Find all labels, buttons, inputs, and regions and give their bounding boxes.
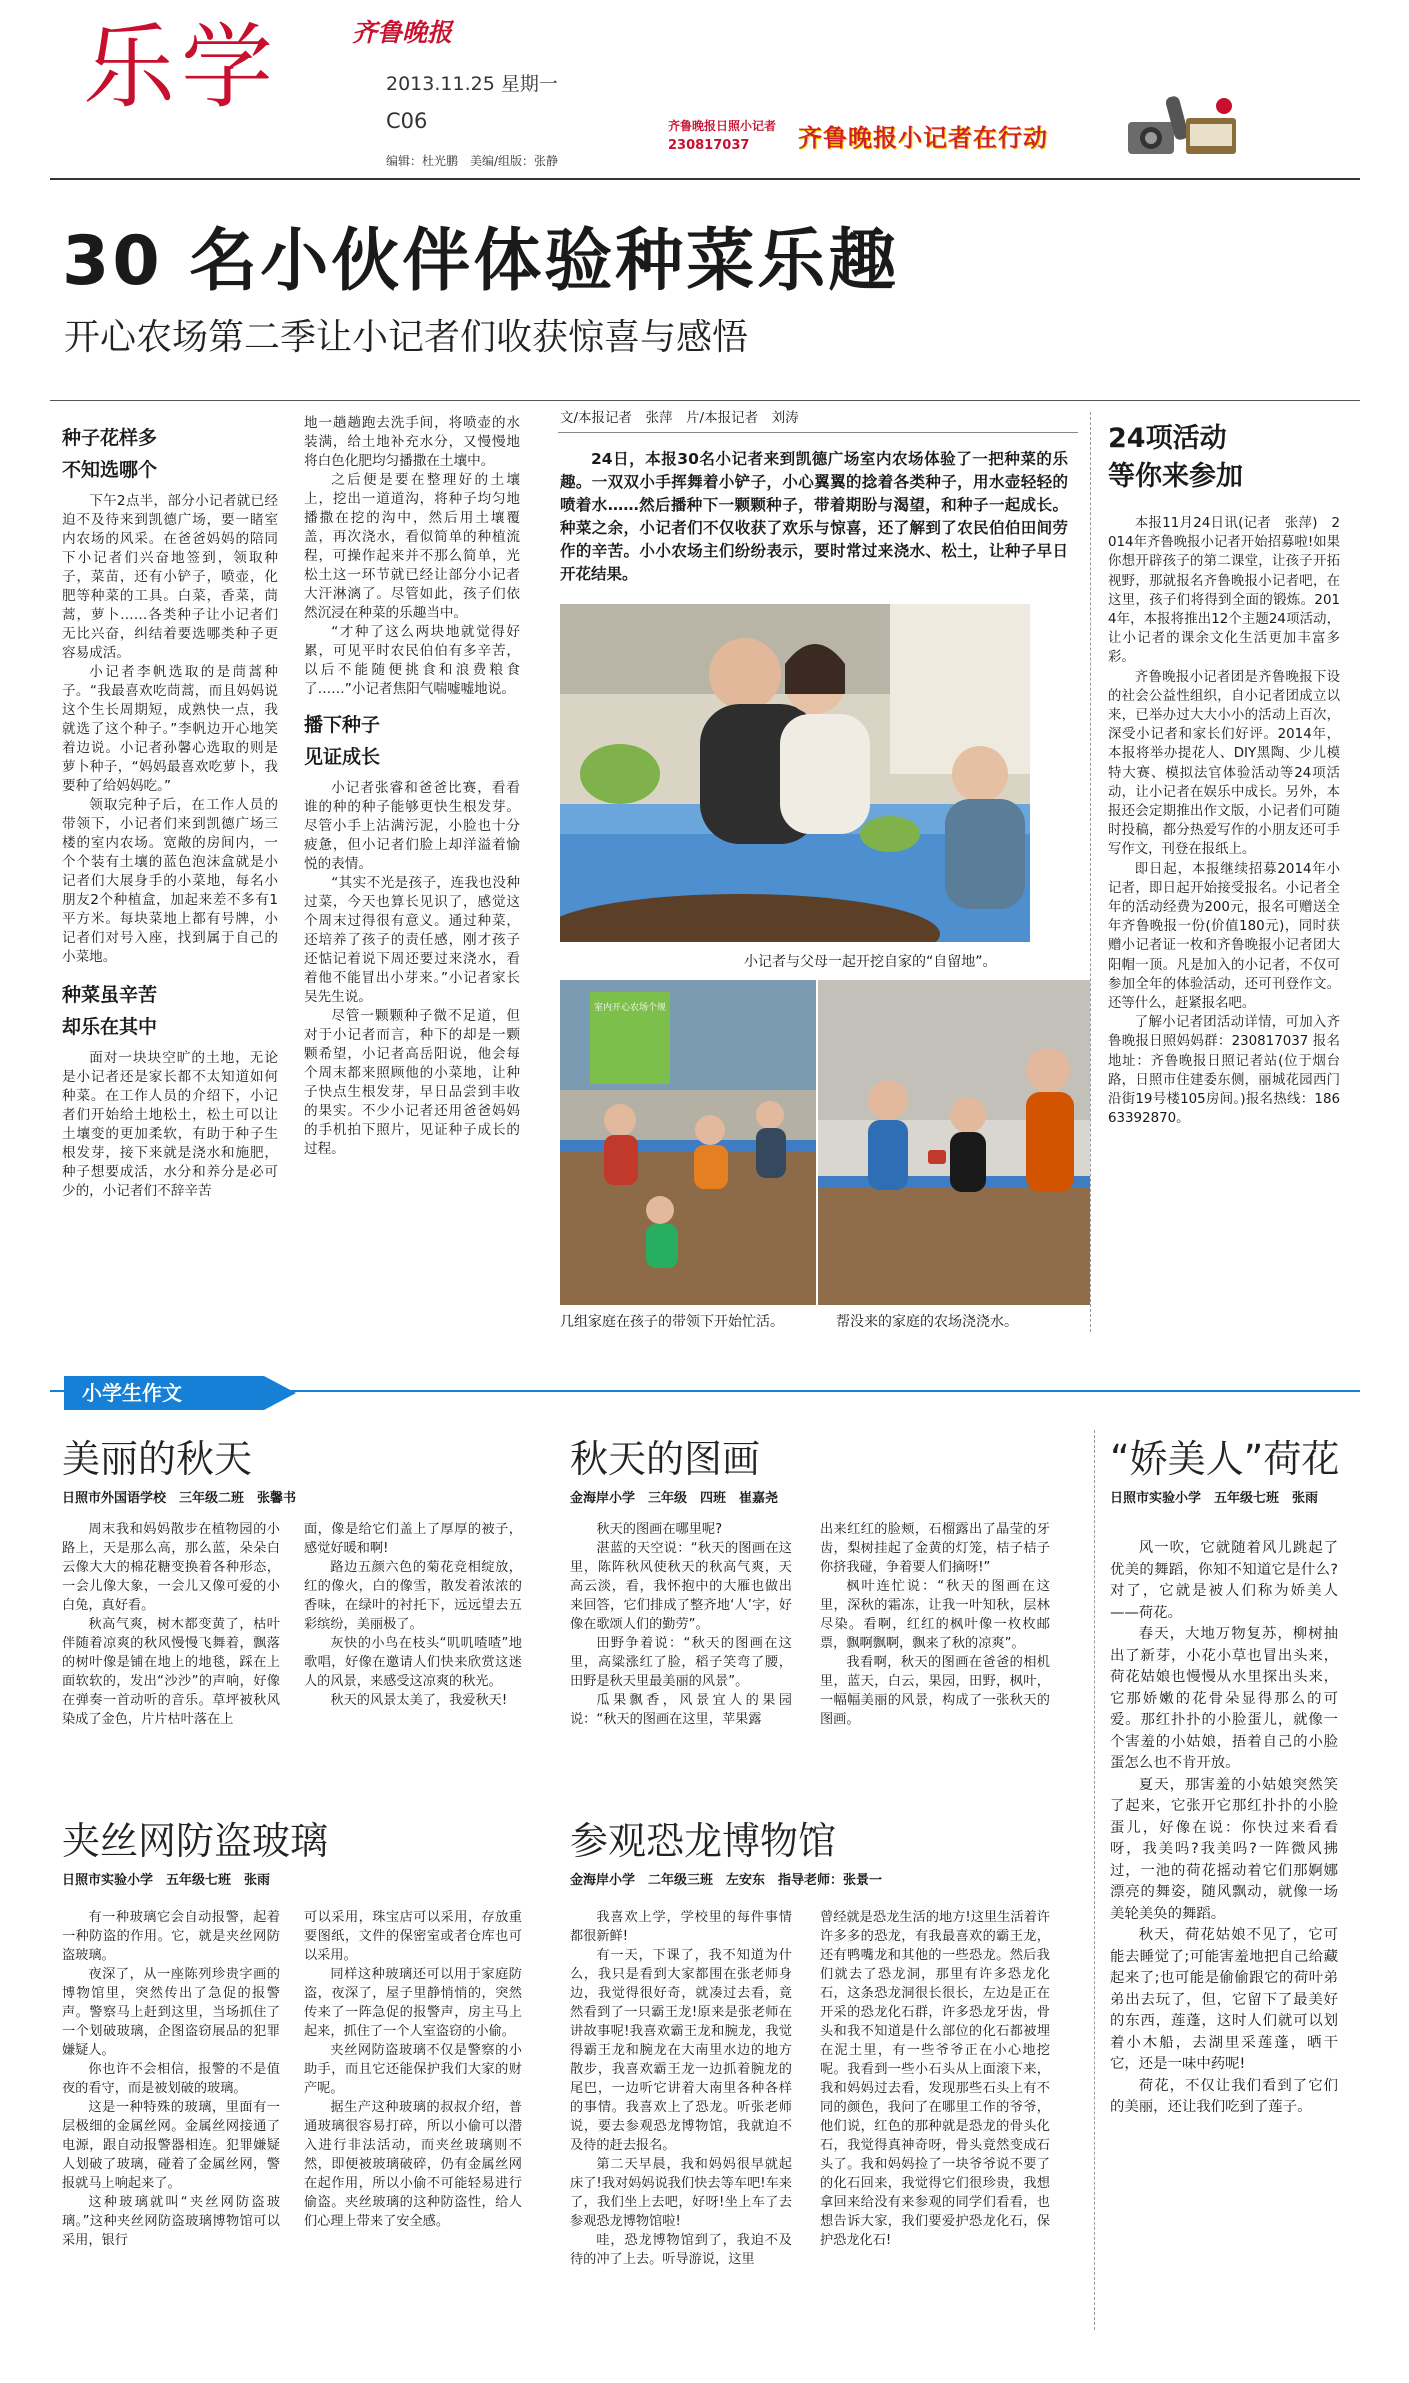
subheadline: 开心农场第二季让小记者们收获惊喜与感悟 [64, 317, 749, 358]
essay-band-text: 小学生作文 [82, 1381, 182, 1405]
paragraph: 哇，恐龙博物馆到了，我迫不及待的冲了上去。听导游说，这里 [570, 2233, 792, 2267]
paragraph: 出来红红的脸颊，石榴露出了晶莹的牙齿，梨树挂起了金黄的灯笼，桔子桔子你挤我碰，争着要人们摘呀!” [820, 1522, 1050, 1575]
paragraph: 有一种玻璃它会自动报警，起着一种防盗的作用。它，就是夹丝网防盗玻璃。 [62, 1910, 280, 1963]
photo-2-caption: 几组家庭在孩子的带领下开始忙活。 [560, 1314, 784, 1330]
paragraph: 曾经就是恐龙生活的地方!这里生活着许许多多的恐龙，有我最喜欢的霸王龙，还有鸭嘴龙和其他的一些恐龙。然后我们就去了恐龙洞，那里有许多恐龙化石，这条恐龙洞很长很长，左边是正在开采的恐龙化石群，许多恐龙牙齿，骨头和我不知道是什么部位的化石都被埋在泥土里，有一些爷爷正在小心地挖呢。我看到一些小石头从上面滚下来，我和妈妈过去看，发现那些石头上有不同的颜色，我问了在哪里工作的爷爷，他们说，红色的那种就是恐龙的骨头化石，我觉得真神奇呀，骨头竟然变成石头了。我和妈妈捡了一块爷爷说不要了的化石回来，我觉得它们很珍贵，我想拿回来给没有来参观的同学们看看，也想告诉大家，我们要爱护恐龙化石，保护恐龙化石! [820, 1910, 1050, 2248]
paragraph: 据生产这种玻璃的叔叔介绍，普通玻璃很容易打碎，所以小偷可以潜入进行非法活动，而夹丝玻璃则不然，即便被玻璃破碎，仍有金属丝网在起作用，所以小偷不可能轻易进行偷盗。夹丝玻璃的这种防盗性，给人们心理上带来了安全感。 [304, 2100, 522, 2229]
lead-paragraph: 24日，本报30名小记者来到凯德广场室内农场体验了一把种菜的乐趣。一双双小手挥舞着小铲子，小心翼翼的捻着各类种子，用水壶轻轻的喷着水……然后播种下一颗颗种子，带着期盼与渴望，和种子一起成长。种菜之余，小记者们不仅收获了欢乐与惊喜，还了解到了农民伯伯田间劳作的辛苦。小小农场主们纷纷表示，要时常过来浇水、松土，让种子早日开花结果。 [560, 450, 1068, 583]
essay-3-body [1110, 1538, 1338, 2119]
paragraph: 同样这种玻璃还可以用于家庭防盗，夜深了，屋子里静悄悄的，突然传来了一阵急促的报警声，房主马上起来，抓住了一个人室盗窃的小偷。 [304, 1967, 522, 2039]
banner-small-text: 齐鲁晚报日照小记者 [668, 119, 777, 133]
paragraph: 灰快的小鸟在枝头“叽叽喳喳”地歌唱，好像在邀请人们快来欣赏这迷人的风景，来感受这凉爽的秋光。 [304, 1636, 522, 1689]
paragraph: 秋高气爽，树木都变黄了，枯叶伴随着凉爽的秋风慢慢飞舞着，飘落的树叶像是铺在地上的地毯，踩在上面软软的，发出“沙沙”的声响，好像在弹奏一首动听的音乐。草坪被秋风染成了金色，片片枯叶落在上 [62, 1617, 280, 1727]
farm-photo-3 [818, 980, 1090, 1305]
paragraph: 荷花，不仅让我们看到了它们的美丽，还让我们吃到了莲子。 [1110, 2077, 1338, 2115]
subhead-2b: 却乐在其中 [62, 1016, 158, 1038]
essay-5-byline: 金海岸小学 二年级三班 左安东 指导老师：张景一 [570, 1873, 883, 1888]
paragraph: 小记者李帆选取的是茼蒿种子。“我最喜欢吃茼蒿，而且妈妈说这个生长周期短，成熟快一点，我就选了这个种子。”李帆边开心地笑着边说。小记者孙馨心选取的则是萝卜种子，“妈妈最喜欢吃萝卜，我要种了给妈妈吃。” [62, 664, 278, 794]
essay-1-byline: 日照市外国语学校 三年级二班 张馨书 [62, 1491, 297, 1506]
paper-name-logo: 齐鲁晚报 [352, 18, 453, 47]
reporter-gear-illustration [1120, 86, 1240, 166]
paragraph: 我看啊，秋天的图画在爸爸的相机里，蓝天，白云，果园，田野，枫叶，一幅幅美丽的风景，构成了一张秋天的图画。 [820, 1655, 1050, 1727]
paragraph: 领取完种子后，在工作人员的带领下，小记者们来到凯德广场三楼的室内农场。宽敞的房间内，一个个装有土壤的蓝色泡沫盒就是小记者们大展身手的小菜地，每名小朋友2个种植盒，加起来差不多有1平方米。每块菜地上都有号牌，小记者们对号入座，找到属于自己的小菜地。 [62, 797, 278, 965]
essay-4-col-a [62, 1908, 280, 2250]
paragraph: 齐鲁晚报小记者团是齐鲁晚报下设的社会公益性组织，自小记者团成立以来，已举办过大大小小的活动上百次，深受小记者和家长们好评。2014年，本报将举办提花人、DIY黑陶、少儿模特大赛、模拟法官体验活动等24项活动，让小记者在娱乐中成长。另外，本报还会定期推出作文版，小记者们可随时投稿，都分热爱写作的小朋友还可手写作文，刊登在报纸上。 [1108, 669, 1340, 858]
subhead-3a: 播下种子 [304, 714, 381, 736]
paragraph: 下午2点半，部分小记者就已经迫不及待来到凯德广场，要一睹室内农场的风采。在爸爸妈妈的陪同下小记者们兴奋地签到，领取种子，菜苗，还有小铲子，喷壶，化肥等种菜的工具。白菜，香菜，茼蒿，萝卜……各类种子让小记者们无比兴奋，纠结着要选哪类种子更容易成活。 [62, 493, 278, 661]
paragraph: 尽管一颗颗种子微不足道，但对于小记者而言，种下的却是一颗颗希望，小记者高岳阳说，他会每个周末都来照顾他的小菜地，让种子快点生根发芽，早日品尝到丰收的果实。不少小记者还用爸爸妈妈的手机拍下照片，见证种子成长的过程。 [304, 1008, 520, 1157]
paragraph: 秋天的风景太美了，我爱秋天! [330, 1693, 508, 1708]
sidebar-activities [1108, 420, 1340, 1129]
paragraph: 面对一块块空旷的土地，无论是小记者还是家长都不太知道如何种菜。在工作人员的介绍下，小记者们开始给土地松土，松土可以让土壤变的更加柔软，有助于种子生根发芽，接下来就是浇水和施肥，种子想要成活，水分和养分是必可少的，小记者们不辞辛苦 [62, 1050, 278, 1199]
banner-phone: 230817037 [668, 138, 750, 153]
essay-2-col-a [570, 1520, 792, 1729]
paragraph: 田野争着说：“秋天的图画在这里，高粱涨红了脸，稻子笑弯了腰，田野是秋天里最美丽的风景”。 [570, 1636, 792, 1689]
editors-line: 编辑：杜光鹏 美编/组版：张静 [386, 154, 559, 168]
paragraph: 我喜欢上学，学校里的每件事情都很新鲜! [570, 1910, 792, 1944]
farm-photo-2 [560, 980, 816, 1305]
essay-1-title: 美丽的秋天 [62, 1437, 253, 1481]
subhead-1a: 种子花样多 [62, 427, 158, 449]
paragraph: 小记者张睿和爸爸比赛，看看谁的种的种子能够更快生根发芽。尽管小手上沾满污泥，小脸也十分疲惫，但小记者们脸上却洋溢着愉悦的表情。 [304, 780, 520, 872]
sidebar-title-a: 24项活动 [1108, 423, 1227, 454]
paragraph: 可以采用，珠宝店可以采用，存放重要图纸，文件的保密室或者仓库也可以采用。 [304, 1910, 522, 1963]
header-rule [50, 178, 1360, 180]
subhead-1b: 不知选哪个 [62, 459, 158, 481]
essay-divider [1094, 1430, 1095, 2330]
paragraph: 夹丝网防盗玻璃不仅是警察的小助手，而且它还能保护我们大家的财产呢。 [304, 2043, 522, 2096]
credit-rule [558, 432, 1078, 433]
paragraph: 面，像是给它们盖上了厚厚的被子，感觉好暖和啊! [304, 1522, 522, 1556]
essay-5-title: 参观恐龙博物馆 [570, 1819, 837, 1863]
article-column-1 [62, 418, 278, 1201]
paragraph: 即日起，本报继续招募2014年小记者，即日起开始接受报名。小记者全年的活动经费为200元，报名可赠送全年齐鲁晚报一份(价值180元)，同时获赠小记者证一枚和齐鲁晚报小记者团大阳帽一顶。凡是加入的小记者，不仅可参加全年的体验活动，还可刊登作文。还等什么，赶紧报名吧。 [1108, 861, 1340, 1012]
essay-2-col-b [820, 1520, 1050, 1729]
essay-2-byline: 金海岸小学 三年级 四班 崔嘉尧 [570, 1491, 779, 1506]
paragraph: 夜深了，从一座陈列珍贵字画的博物馆里，突然传出了急促的报警声。警察马上赶到这里，当场抓住了一个划破玻璃，企图盗窃展品的犯罪嫌疑人。 [62, 1967, 280, 2058]
paragraph: 之后便是要在整理好的土壤上，挖出一道道沟，将种子均匀地播撒在挖的沟中，然后用土壤覆盖，再次浇水，看似简单的种植流程，可操作起来并不那么简单，光松土这一环节就已经让部分小记者大汗淋漓了。尽管如此，孩子们依然沉浸在种菜的乐趣当中。 [304, 472, 520, 621]
headline: 30 名小伙伴体验种菜乐趣 [62, 222, 900, 301]
sidebar-title-b: 等你来参加 [1108, 461, 1243, 492]
paragraph: 这是一种特殊的玻璃，里面有一层极细的金属丝网。金属丝网接通了电源，跟自动报警器相连。犯罪嫌疑人划破了玻璃，碰着了金属丝网，警报就马上响起来了。 [62, 2100, 280, 2191]
essay-5-col-a [570, 1908, 792, 2269]
paragraph: 地一趟趟跑去洗手间，将喷壶的水装满，给土地补充水分，又慢慢地将白色化肥均匀播撒在土壤中。 [304, 415, 520, 469]
banner-slogan: 齐鲁晚报小记者在行动 [798, 124, 1048, 152]
paragraph: 秋天的图画在哪里呢? [596, 1522, 723, 1537]
paragraph: 周末我和妈妈散步在植物园的小路上，天是那么高，那么蓝，朵朵白云像大大的棉花糖变换着各种形态，一会儿像大象，一会儿又像可爱的小白兔，真好看。 [62, 1522, 280, 1613]
essay-1-col-a [62, 1520, 280, 1729]
paragraph: 这种玻璃就叫“夹丝网防盗玻璃。”这种夹丝网防盗玻璃博物馆可以采用，银行 [62, 2195, 280, 2248]
essay-4-byline: 日照市实验小学 五年级七班 张雨 [62, 1873, 271, 1888]
essay-4-title: 夹丝网防盗玻璃 [62, 1819, 329, 1863]
paragraph: 第二天早晨，我和妈妈很早就起床了!我对妈妈说我们快去等车吧!车来了，我们坐上去吧，好呀!坐上车了去参观恐龙博物馆啦! [570, 2157, 792, 2229]
paragraph: “其实不光是孩子，连我也没种过菜，今天也算长见识了，感觉这个周末过得很有意义。通过种菜，还培养了孩子的责任感，刚才孩子还惦记着说下周还要过来浇水，看着他不能冒出小芽来。”小记者家长吴先生说。 [304, 875, 520, 1005]
essay-3-byline: 日照市实验小学 五年级七班 张雨 [1110, 1491, 1319, 1506]
paragraph: 湛蓝的天空说：“秋天的图画在这里，陈阵秋风使秋天的秋高气爽，天高云淡，看，我怀抱中的大雁也做出来回答，它们排成了整齐地‘人’字，好像在歌颂人们的勤劳”。 [570, 1541, 792, 1632]
subhead-2a: 种菜虽辛苦 [62, 984, 158, 1006]
paragraph: 本报11月24日讯(记者 张萍) 2014年齐鲁晚报小记者开始招募啦!如果你想开辟孩子的第二课堂，让孩子开拓视野，那就报名齐鲁晚报小记者吧，在这里，孩子们将得到全面的锻炼。2014年，本报将推出12个主题24项活动，让小记者的课余文化生活更加丰富多彩。 [1108, 516, 1340, 666]
essay-3-title: “娇美人”荷花 [1110, 1437, 1340, 1481]
reporter-banner [668, 118, 1113, 160]
essay-1-col-b [304, 1520, 522, 1710]
paragraph: 路边五颜六色的菊花竞相绽放，红的像火，白的像雪，散发着浓浓的香味，在绿叶的衬托下，远远望去五彩缤纷，美丽极了。 [304, 1560, 522, 1632]
essay-band-label [64, 1376, 182, 1406]
essay-4-col-b [304, 1908, 522, 2231]
essay-2-title: 秋天的图画 [570, 1437, 761, 1481]
essay-5-col-b [820, 1908, 1050, 2250]
subhead-3b: 见证成长 [304, 746, 381, 768]
paragraph: 春天，大地万物复苏，柳树抽出了新芽，小花小草也冒出头来，荷花姑娘也慢慢从水里探出头来，它那娇嫩的花骨朵显得那么的可爱。那红扑扑的小脸蛋儿，就像一个害羞的小姑娘，捂着自己的小脸蛋怎么也不肯开放。 [1110, 1626, 1338, 1771]
photo-1-caption: 小记者与父母一起开挖自家的“自留地”。 [744, 954, 997, 970]
farm-rules-sign: 室内开心农场个规 [594, 1003, 667, 1013]
section-title: 乐学 [83, 14, 280, 121]
paragraph: 了解小记者团活动详情，可加入齐鲁晚报日照妈妈群：230817037 报名地址：齐鲁晚报日照记者站(位于烟台路，日照市住建委东侧，丽城花园西门沿街19号楼105房间。)报名热线：18663392870。 [1108, 1015, 1340, 1127]
sidebar-divider [1090, 412, 1091, 1332]
page-number: C06 [386, 109, 428, 133]
paragraph: 秋天，荷花姑娘不见了，它可能去睡觉了;可能害羞地把自己给藏起来了;也可能是偷偷跟它的荷叶弟弟出去玩了，但，它留下了最美好的东西，莲蓬，这时人们就可以划着小木船，去湖里采莲蓬，晒干它，还是一味中药呢! [1110, 1927, 1338, 2072]
photo-3-caption: 帮没来的家庭的农场浇浇水。 [836, 1314, 1018, 1330]
issue-date: 2013.11.25 星期一 [386, 73, 558, 95]
article-column-2 [304, 414, 520, 1159]
paragraph: 你也许不会相信，报警的不是值夜的看守，而是被划破的玻璃。 [62, 2062, 280, 2096]
paragraph: 有一天，下课了，我不知道为什么，我只是看到大家都围在张老师身边，我觉得很好奇，就凑过去看，竟然看到了一只霸王龙!原来是张老师在讲故事呢!我喜欢霸王龙和腕龙，我觉得霸王龙和腕龙在大南里水边的地方散步，我喜欢霸王龙一边抓着腕龙的尾巴，一边听它讲着大南里各种各样的事情。我喜欢上了恐龙。听张老师说，要去参观恐龙博物馆，我就迫不及待的赶去报名。 [570, 1948, 792, 2153]
paragraph: 风一吹，它就随着风儿跳起了优美的舞蹈，你知不知道它是什么?对了，它就是被人们称为娇美人——荷花。 [1110, 1540, 1338, 1621]
article-credit: 文/本报记者 张萍 片/本报记者 刘涛 [560, 410, 799, 426]
paragraph: 瓜果飘香，风景宜人的果园说：“秋天的图画在这里，苹果露 [570, 1693, 792, 1727]
farm-photo-1 [560, 604, 1030, 942]
paragraph: “才种了这么两块地就觉得好累，可见平时农民伯伯有多辛苦，以后不能随便挑食和浪费粮食了……”小记者焦阳气喘嘘嘘地说。 [304, 624, 520, 697]
headline-rule [50, 400, 1360, 401]
paragraph: 夏天，那害羞的小姑娘突然笑了起来，它张开它那红扑扑的小脸蛋儿，好像在说：你快过来看看呀，我美吗?我美吗?一阵微风拂过，一池的荷花摇动着它们那婀娜漂亮的舞姿，随风飘动，就像一场美轮美奂的舞蹈。 [1110, 1776, 1338, 1922]
paragraph: 枫叶连忙说：“秋天的图画在这里，深秋的霜冻，让我一叶知秋，层林尽染。看啊，红红的枫叶像一枚枚邮票，飘啊飘啊，飘来了秋的凉爽”。 [820, 1579, 1050, 1651]
